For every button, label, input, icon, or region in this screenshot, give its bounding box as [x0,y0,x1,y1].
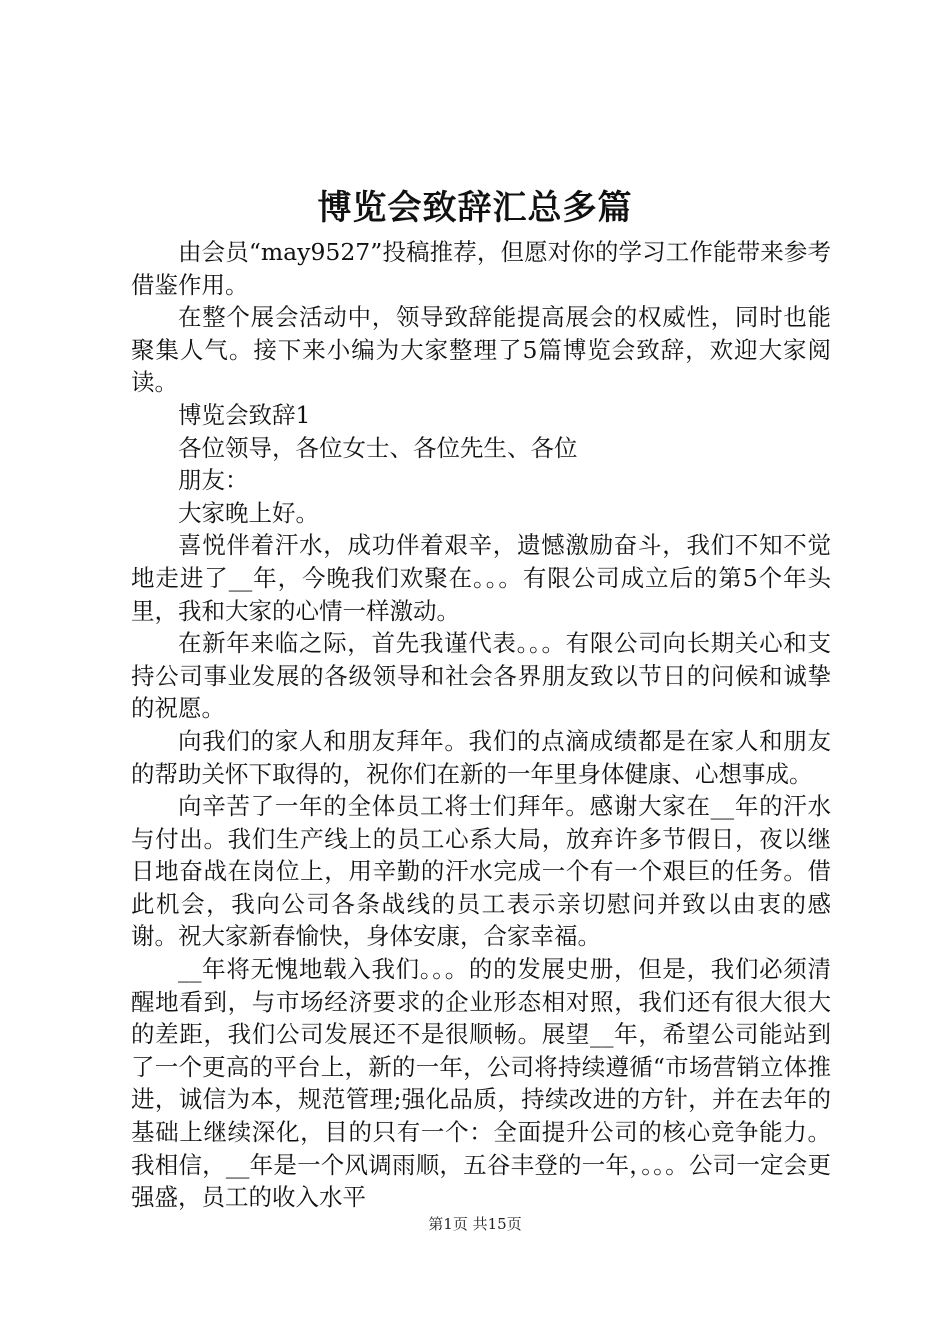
paragraph: 由会员“may9527”投稿推荐，但愿对你的学习工作能带来参考借鉴作用。 [131,238,831,299]
paragraph: 在新年来临之际，首先我谨代表。。。有限公司向长期关心和支持公司事业发展的各级领导和社会各界朋友致以节日的问候和诚挚的祝愿。 [131,629,831,723]
paragraph: 各位领导，各位女士、各位先生、各位 [178,433,578,462]
paragraph: 大家晚上好。 [178,498,319,527]
section-heading: 博览会致辞1 [178,400,311,429]
paragraph: 朋友： [178,466,249,495]
paragraph: 向辛苦了一年的全体员工将士们拜年。感谢大家在__年的汗水与付出。我们生产线上的员工心系大局，放弃许多节假日，夜以继日地奋战在岗位上，用辛勤的汗水完成一个有一个艰巨的任务。借此机会，我向公司各条战线的员工表示亲切慰问并致以由衷的感谢。祝大家新春愉快，身体安康，合家幸福。 [131,792,831,951]
paragraph: __年将无愧地载入我们。。。的的发展史册，但是，我们必须清醒地看到，与市场经济要求的企业形态相对照，我们还有很大很大的差距，我们公司发展还不是很顺畅。展望__年，希望公司能站到了一个更高的平台上，新的一年，公司将持续遵循“市场营销立体推进，诚信为本，规范管理;强化品质，持续改进的方针，并在去年的基础上继续深化，目的只有一个：全面提升公司的核心竞争能力。我相信，__年是一个风调雨顺，五谷丰登的一年，。。。公司一定会更强盛，员工的收入水平 [131,955,831,1212]
page-footer: 第1页 共15页 [428,1215,522,1233]
document-title: 博览会致辞汇总多篇 [317,188,633,228]
paragraph: 向我们的家人和朋友拜年。我们的点滴成绩都是在家人和朋友的帮助关怀下取得的，祝你们在新的一年里身体健康、心想事成。 [131,726,831,788]
paragraph: 喜悦伴着汗水，成功伴着艰辛，遗憾激励奋斗，我们不知不觉地走进了__年，今晚我们欢聚在。。。有限公司成立后的第5个年头里，我和大家的心情一样激动。 [131,531,831,625]
document-body [131,236,831,1214]
paragraph: 在整个展会活动中，领导致辞能提高展会的权威性，同时也能聚集人气。接下来小编为大家整理了5篇博览会致辞，欢迎大家阅读。 [131,303,831,397]
